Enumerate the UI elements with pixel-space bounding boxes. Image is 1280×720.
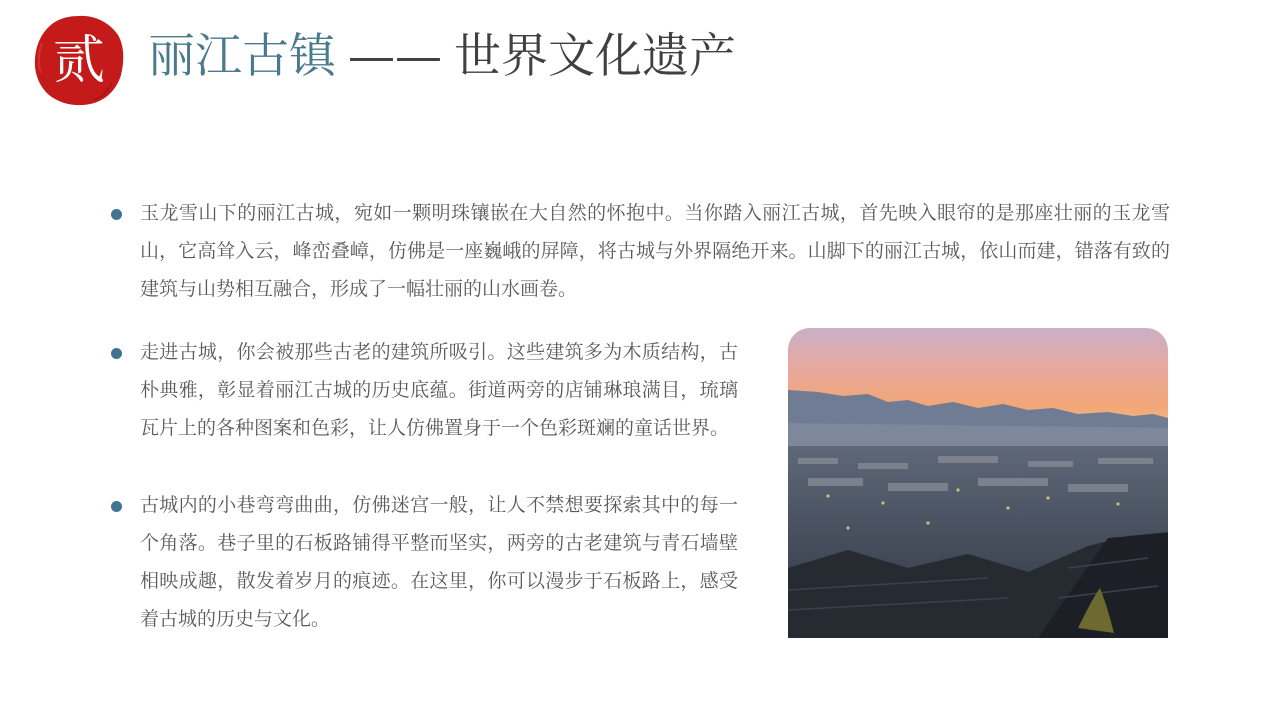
bullet-dot bbox=[111, 209, 122, 220]
paragraph-1-text: 玉龙雪山下的丽江古城，宛如一颗明珠镶嵌在大自然的怀抱中。当你踏入丽江古城，首先映入眼帘的是那座壮丽的玉龙雪山，它高耸入云，峰峦叠嶂，仿佛是一座巍峨的屏障，将古城与外界隔绝开来。山脚下的丽江古城，依山而建，错落有致的建筑与山势相互融合，形成了一幅壮丽的山水画卷。 bbox=[140, 202, 1170, 300]
bullet-dot bbox=[111, 348, 122, 359]
seal-stamp-icon bbox=[32, 13, 126, 107]
seal-character: 贰 bbox=[52, 31, 106, 91]
title-rest: 世界文化遗产 bbox=[454, 29, 736, 84]
bullet-dot bbox=[111, 501, 122, 512]
chapter-seal-badge bbox=[32, 13, 126, 107]
page-title bbox=[148, 26, 768, 88]
paragraph-3-text: 古城内的小巷弯弯曲曲，仿佛迷宫一般，让人不禁想要探索其中的每一个角落。巷子里的石板路铺得平整而坚实，两旁的古老建筑与青石墙壁相映成趣，散发着岁月的痕迹。在这里，你可以漫步于石板路上，感受着古城的历史与文化。 bbox=[140, 494, 738, 630]
paragraph-2 bbox=[140, 333, 738, 447]
lijiang-town-photo bbox=[788, 328, 1168, 638]
paragraph-2-text: 走进古城，你会被那些古老的建筑所吸引。这些建筑多为木质结构，古朴典雅，彰显着丽江古城的历史底蕴。街道两旁的店铺琳琅满目，琉璃瓦片上的各种图案和色彩，让人仿佛置身于一个色彩斑斓的童话世界。 bbox=[140, 341, 738, 439]
title-accent: 丽江古镇 bbox=[148, 29, 336, 84]
paragraph-3 bbox=[140, 486, 738, 638]
title-dash: —— bbox=[348, 29, 442, 84]
town-dusk-image bbox=[788, 328, 1168, 638]
paragraph-1 bbox=[140, 194, 1170, 308]
